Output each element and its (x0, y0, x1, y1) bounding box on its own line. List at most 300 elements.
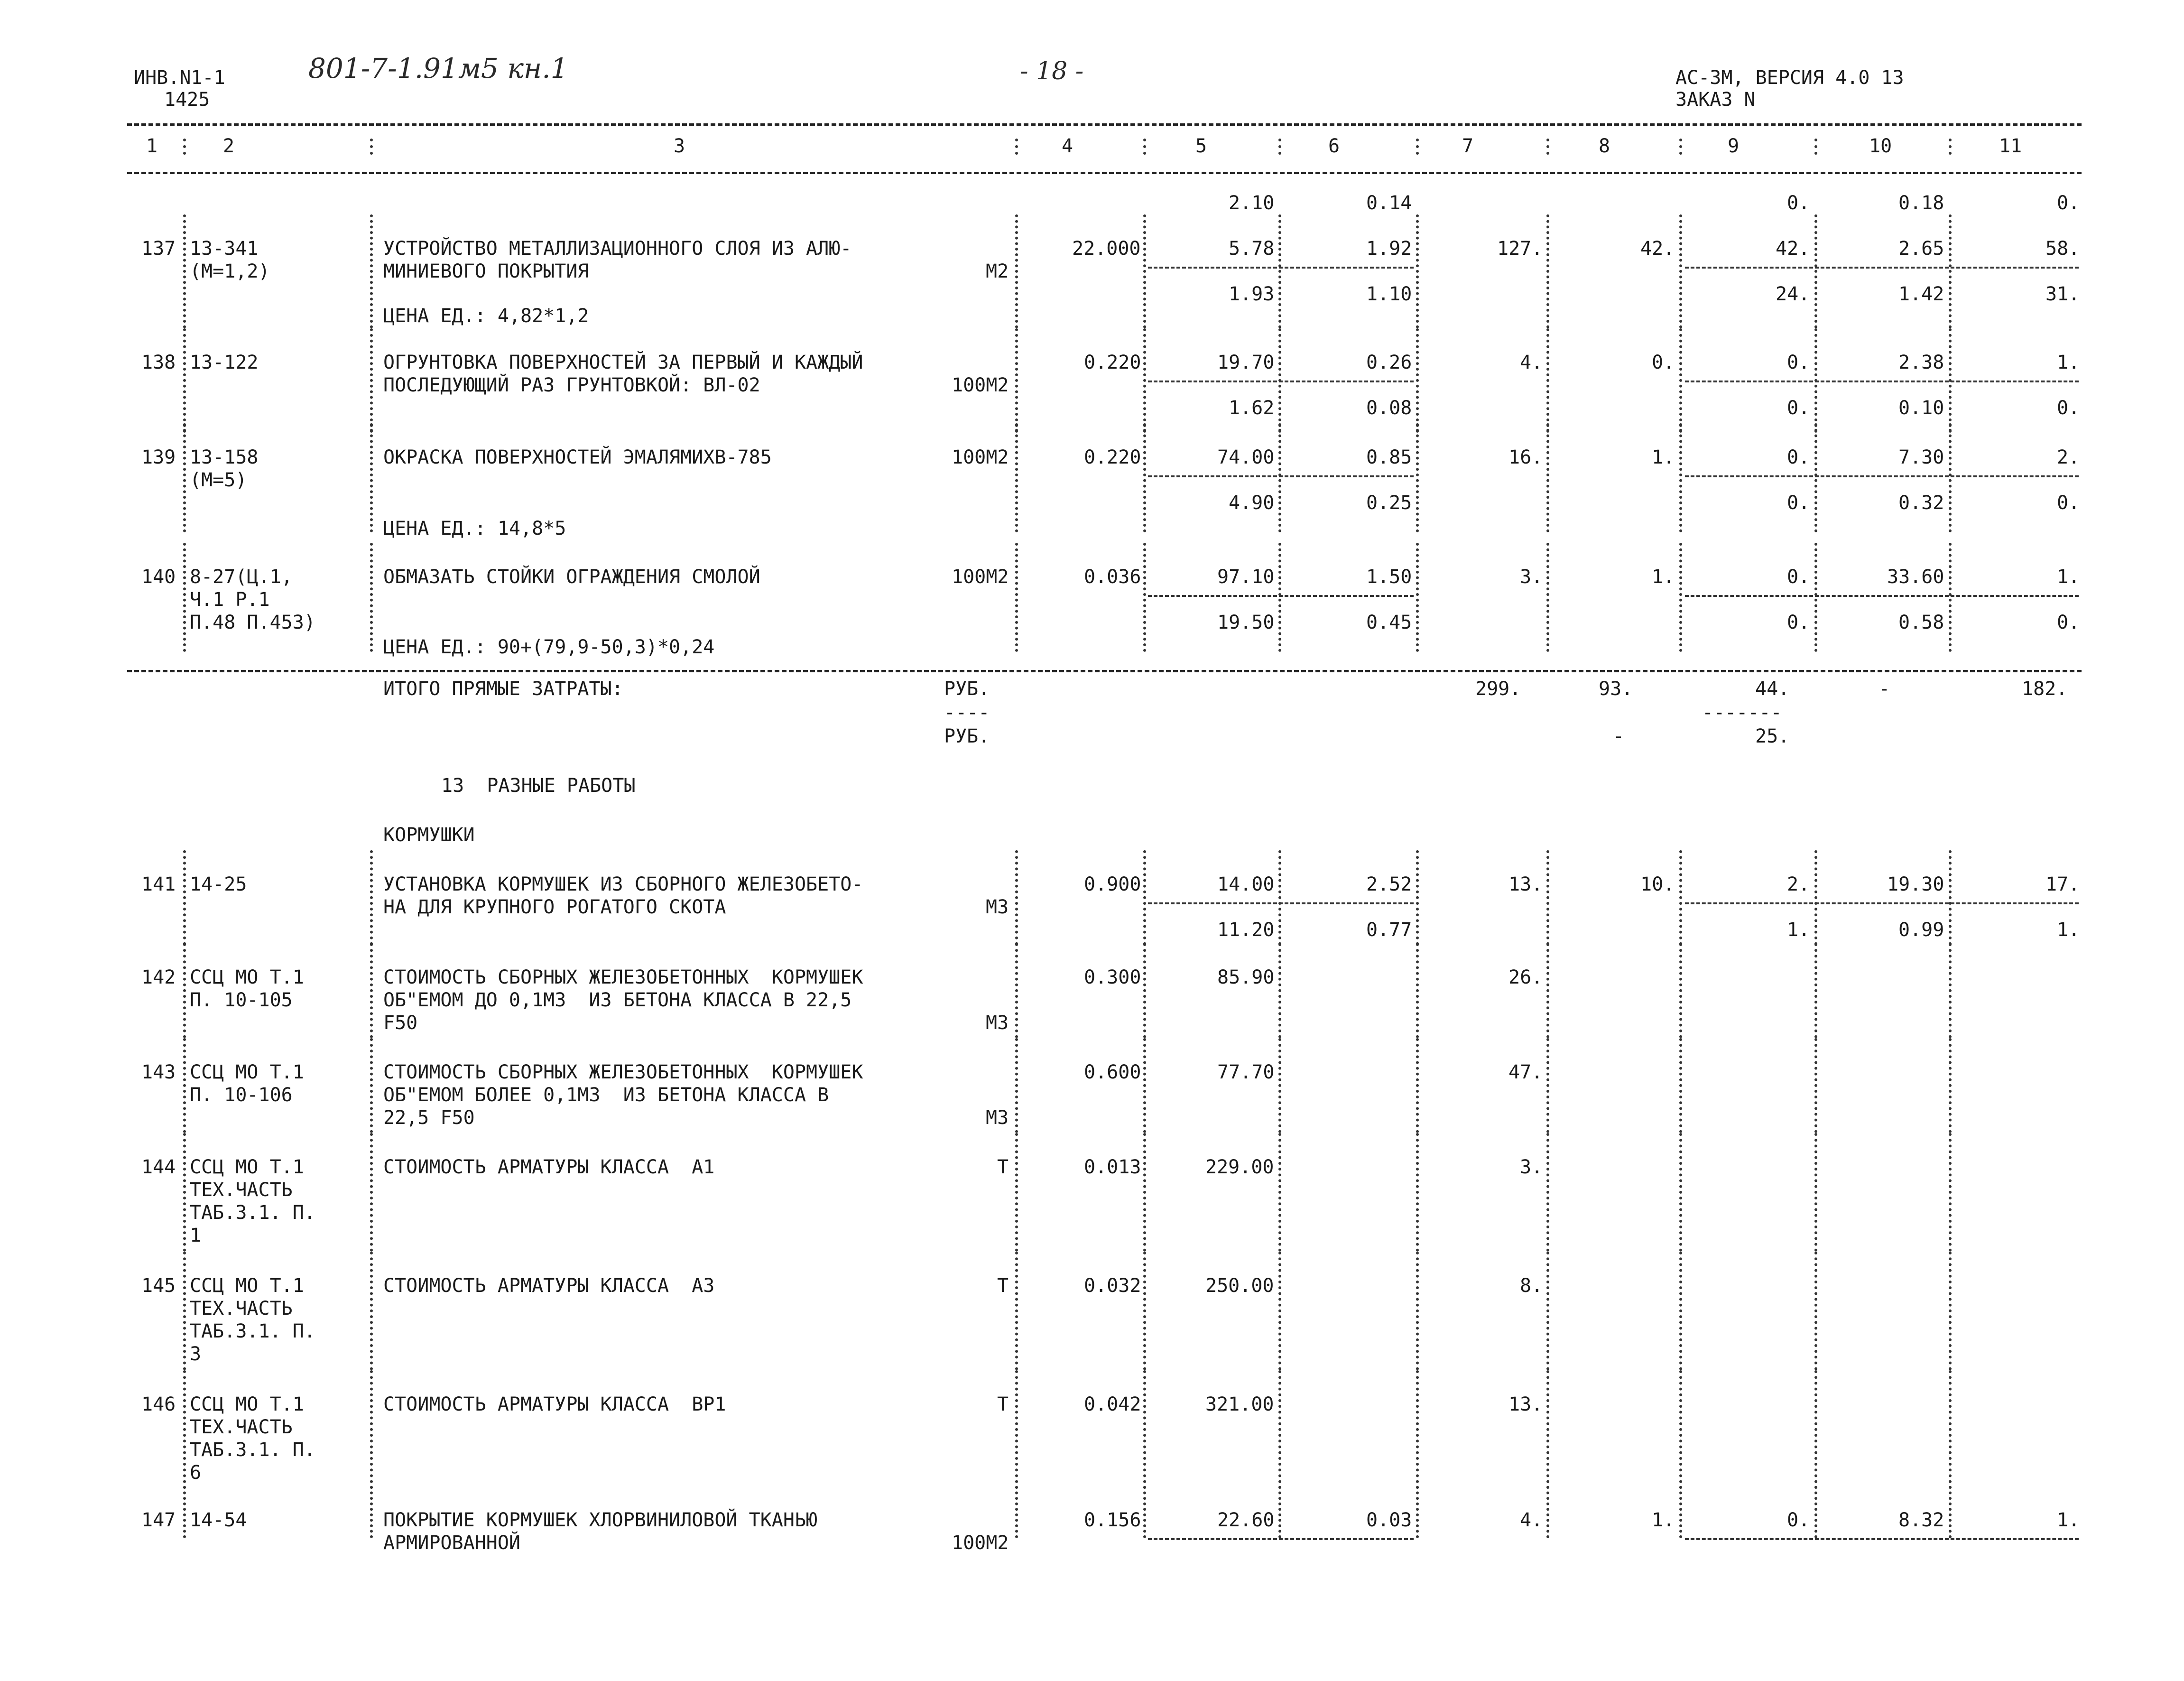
row-value-c5: 1.62 (1229, 397, 1275, 419)
row-value-c9: 0. (1787, 492, 1810, 514)
row-column-separator (1015, 423, 1018, 532)
row-value-c7: 3. (1520, 1156, 1543, 1178)
row-unit-price: ЦЕНА ЕД.: 90+(79,9-50,3)*0,24 (383, 636, 715, 658)
row-number: 147 (141, 1509, 176, 1531)
row-description: ОБ"ЕМОМ ДО 0,1М3 ИЗ БЕТОНА КЛАССА В 22,5 (383, 989, 852, 1011)
column-header-7: 7 (1462, 135, 1474, 157)
row-value-c10: 0.18 (1898, 192, 1944, 214)
column-header-1: 1 (146, 135, 158, 157)
row-column-separator (1015, 1133, 1018, 1252)
section-title: 13 РАЗНЫЕ РАБОТЫ (441, 775, 636, 797)
row-rate-code: ССЦ МО Т.1 (190, 1156, 304, 1178)
row-column-separator (1278, 1370, 1281, 1489)
row-value-c8: 1. (1652, 446, 1675, 468)
row-column-separator (1949, 943, 1952, 1038)
row-column-separator (1416, 214, 1419, 328)
row-quantity: 0.900 (1084, 873, 1141, 895)
row-value-c6: 0.14 (1366, 192, 1412, 214)
row-value-c8: 0. (1652, 352, 1675, 373)
row-value-c5: 19.70 (1217, 352, 1275, 373)
totals-unit-secondary: РУБ. (944, 725, 990, 747)
row-rate-code: 14-25 (190, 873, 247, 895)
row-description: ОГРУНТОВКА ПОВЕРХНОСТЕЙ ЗА ПЕРВЫЙ И КАЖДЫЙ (383, 352, 863, 373)
row-column-separator (183, 1370, 186, 1489)
row-column-separator (1143, 423, 1146, 532)
row-value-c6: 0.25 (1366, 492, 1412, 514)
row-value-c7: 47. (1508, 1061, 1543, 1083)
row-quantity: 0.032 (1084, 1275, 1141, 1297)
row-column-separator (1814, 1370, 1817, 1489)
row-rate-code: 13-158 (190, 446, 259, 468)
row-column-separator (1416, 1133, 1419, 1252)
row-value-c9: 42. (1776, 238, 1810, 260)
row-description: ПОСЛЕДУЮЩИЙ РАЗ ГРУНТОВКОЙ: ВЛ-02 (383, 374, 760, 396)
row-value-c5: 97.10 (1217, 566, 1275, 588)
row-unit: М3 (986, 1012, 1009, 1034)
row-column-separator (370, 1038, 373, 1133)
row-value-c10: 0.10 (1898, 397, 1944, 419)
row-rate-code: ССЦ МО Т.1 (190, 1393, 304, 1415)
row-number: 142 (141, 966, 176, 988)
row-value-c11: 2. (2057, 446, 2080, 468)
row-value-c7: 13. (1508, 1393, 1543, 1415)
row-column-separator (1143, 1486, 1146, 1538)
row-column-separator (1416, 328, 1419, 433)
row-number: 144 (141, 1156, 176, 1178)
row-number: 146 (141, 1393, 176, 1415)
row-column-separator (1143, 1133, 1146, 1252)
column-separator-6 (1416, 139, 1419, 155)
row-sub-divider (1685, 381, 2079, 382)
row-value-c5: 77.70 (1217, 1061, 1275, 1083)
row-column-separator (1679, 543, 1682, 652)
row-value-c8: 10. (1640, 873, 1675, 895)
row-rate-code: П. 10-105 (190, 989, 293, 1011)
row-value-c10: 7.30 (1898, 446, 1944, 468)
totals-col9-secondary: 25. (1755, 725, 1790, 747)
row-value-c10: 0.32 (1898, 492, 1944, 514)
row-column-separator (1015, 1038, 1018, 1133)
row-sub-divider (1148, 475, 1414, 477)
row-number: 143 (141, 1061, 176, 1083)
row-description: ПОКРЫТИЕ КОРМУШЕК ХЛОРВИНИЛОВОЙ ТКАНЬЮ (383, 1509, 818, 1531)
row-sub-divider (1148, 381, 1414, 382)
totals-col11: 182. (2022, 678, 2068, 700)
row-description: 22,5 F50 (383, 1107, 475, 1129)
row-column-separator (1015, 1252, 1018, 1370)
row-value-c5: 250.00 (1205, 1275, 1274, 1297)
row-column-separator (1546, 543, 1549, 652)
column-header-6: 6 (1328, 135, 1340, 157)
row-rate-code: ТЕХ.ЧАСТЬ (190, 1179, 293, 1201)
row-column-separator (1814, 214, 1817, 328)
row-column-separator (183, 423, 186, 532)
row-value-c11: 17. (2045, 873, 2080, 895)
row-value-c6: 2.52 (1366, 873, 1412, 895)
row-description: УСТРОЙСТВО МЕТАЛЛИЗАЦИОННОГО СЛОЯ ИЗ АЛЮ- (383, 238, 852, 260)
row-column-separator (183, 943, 186, 1038)
row-unit: 100М2 (952, 566, 1009, 588)
row-description: СТОИМОСТЬ СБОРНЫХ ЖЕЛЕЗОБЕТОННЫХ КОРМУШЕК (383, 1061, 863, 1083)
row-value-c9: 0. (1787, 446, 1810, 468)
row-column-separator (1015, 1486, 1018, 1538)
row-column-separator (183, 1486, 186, 1538)
row-value-c9: 2. (1787, 873, 1810, 895)
row-value-c5: 4.90 (1229, 492, 1275, 514)
row-column-separator (1015, 1370, 1018, 1489)
row-value-c11: 0. (2057, 397, 2080, 419)
row-column-separator (1416, 850, 1419, 945)
row-column-separator (183, 214, 186, 328)
column-header-11: 11 (1999, 135, 2022, 157)
row-value-c5: 85.90 (1217, 966, 1275, 988)
row-column-separator (1546, 1370, 1549, 1489)
row-column-separator (183, 543, 186, 652)
totals-col9-dashes: ------- (1702, 702, 1782, 724)
row-value-c6: 0.03 (1366, 1509, 1412, 1531)
row-value-c8: 1. (1652, 1509, 1675, 1531)
row-rate-code: Ч.1 Р.1 (190, 589, 270, 611)
row-description: УСТАНОВКА КОРМУШЕК ИЗ СБОРНОГО ЖЕЛЕЗОБЕТО- (383, 873, 863, 895)
row-column-separator (1679, 1133, 1682, 1252)
row-number: 138 (141, 352, 176, 373)
row-column-separator (183, 1252, 186, 1370)
row-column-separator (1015, 943, 1018, 1038)
row-column-separator (1416, 1486, 1419, 1538)
column-separator-3 (1015, 139, 1018, 155)
row-description: F50 (383, 1012, 418, 1034)
row-column-separator (1814, 1038, 1817, 1133)
column-header-10: 10 (1869, 135, 1892, 157)
row-column-separator (1814, 423, 1817, 532)
row-unit-price: ЦЕНА ЕД.: 4,82*1,2 (383, 305, 589, 327)
row-quantity: 22.000 (1072, 238, 1141, 260)
row-value-c11: 1. (2057, 566, 2080, 588)
row-column-separator (1143, 1038, 1146, 1133)
row-column-separator (1949, 423, 1952, 532)
row-sub-divider (1148, 902, 1414, 904)
row-column-separator (183, 1038, 186, 1133)
row-column-separator (1278, 214, 1281, 328)
totals-col7: 299. (1475, 678, 1521, 700)
inventory-number: 1425 (164, 89, 210, 111)
row-column-separator (1949, 850, 1952, 945)
row-rate-code: (M=1,2) (190, 260, 270, 282)
row-value-c10: 33.60 (1887, 566, 1944, 588)
row-column-separator (1679, 214, 1682, 328)
row-column-separator (1949, 214, 1952, 328)
row-value-c11: 0. (2057, 492, 2080, 514)
row-column-separator (370, 943, 373, 1038)
row-unit: М3 (986, 1107, 1009, 1129)
row-value-c10: 8.32 (1898, 1509, 1944, 1531)
row-value-c10: 19.30 (1887, 873, 1944, 895)
order-label: ЗАКАЗ N (1675, 89, 1756, 111)
row-column-separator (1814, 1486, 1817, 1538)
row-description: АРМИРОВАННОЙ (383, 1532, 520, 1554)
row-column-separator (1949, 543, 1952, 652)
row-value-c7: 4. (1520, 352, 1543, 373)
row-column-separator (1679, 850, 1682, 945)
row-column-separator (1416, 423, 1419, 532)
row-sub-divider (1685, 902, 2079, 904)
row-quantity: 0.300 (1084, 966, 1141, 988)
row-rate-code: ТАБ.3.1. П. (190, 1202, 315, 1224)
row-value-c6: 0.08 (1366, 397, 1412, 419)
handwritten-doc-code: 801-7-1.91м5 кн.1 (308, 52, 568, 84)
column-header-3: 3 (674, 135, 685, 157)
row-column-separator (1416, 1370, 1419, 1489)
row-quantity: 0.156 (1084, 1509, 1141, 1531)
row-column-separator (1679, 1252, 1682, 1370)
row-sub-divider (1685, 267, 2079, 269)
row-unit: 100М2 (952, 1532, 1009, 1554)
row-value-c9: 0. (1787, 192, 1810, 214)
row-column-separator (1679, 943, 1682, 1038)
row-column-separator (1949, 1486, 1952, 1538)
row-column-separator (1546, 328, 1549, 433)
row-value-c6: 1.10 (1366, 283, 1412, 305)
row-column-separator (1143, 1370, 1146, 1489)
row-column-separator (1546, 1252, 1549, 1370)
row-unit: 100М2 (952, 446, 1009, 468)
row-column-separator (1546, 1133, 1549, 1252)
row-rate-code: 3 (190, 1343, 202, 1365)
row-column-separator (1416, 543, 1419, 652)
row-value-c10: 1.42 (1898, 283, 1944, 305)
row-unit: Т (997, 1275, 1009, 1297)
row-value-c10: 2.65 (1898, 238, 1944, 260)
row-quantity: 0.600 (1084, 1061, 1141, 1083)
row-number: 140 (141, 566, 176, 588)
column-separator-7 (1546, 139, 1549, 155)
row-value-c5: 14.00 (1217, 873, 1275, 895)
row-value-c9: 0. (1787, 352, 1810, 373)
row-value-c8: 1. (1652, 566, 1675, 588)
column-separator-1 (183, 139, 186, 155)
row-column-separator (1679, 1486, 1682, 1538)
row-column-separator (370, 423, 373, 532)
row-value-c8: 42. (1640, 238, 1675, 260)
row-column-separator (1278, 1133, 1281, 1252)
column-separator-10 (1949, 139, 1952, 155)
row-description: ОКРАСКА ПОВЕРХНОСТЕЙ ЭМАЛЯМИХВ-785 (383, 446, 772, 468)
column-separator-8 (1679, 139, 1682, 155)
row-column-separator (1015, 328, 1018, 433)
header-bottom-rule (127, 172, 2082, 174)
row-value-c9: 0. (1787, 566, 1810, 588)
row-quantity: 0.036 (1084, 566, 1141, 588)
row-value-c7: 16. (1508, 446, 1543, 468)
row-rate-code: 1 (190, 1225, 202, 1246)
totals-col8: 93. (1599, 678, 1633, 700)
row-column-separator (1278, 1252, 1281, 1370)
row-value-c7: 13. (1508, 873, 1543, 895)
row-rate-code: ТЕХ.ЧАСТЬ (190, 1298, 293, 1319)
row-value-c5: 1.93 (1229, 283, 1275, 305)
row-column-separator (370, 1486, 373, 1538)
row-column-separator (370, 543, 373, 652)
row-column-separator (370, 1252, 373, 1370)
row-quantity: 0.220 (1084, 352, 1141, 373)
row-description: СТОИМОСТЬ АРМАТУРЫ КЛАССА А3 (383, 1275, 715, 1297)
row-description: МИНИЕВОГО ПОКРЫТИЯ (383, 260, 589, 282)
row-column-separator (370, 1133, 373, 1252)
row-unit: Т (997, 1393, 1009, 1415)
row-value-c9: 24. (1776, 283, 1810, 305)
row-column-separator (370, 1370, 373, 1489)
row-unit: 100М2 (952, 374, 1009, 396)
row-column-separator (1814, 850, 1817, 945)
row-unit-price: ЦЕНА ЕД.: 14,8*5 (383, 518, 566, 539)
row-number: 141 (141, 873, 176, 895)
row-column-separator (1546, 943, 1549, 1038)
row-unit: М3 (986, 896, 1009, 918)
row-value-c9: 0. (1787, 397, 1810, 419)
row-column-separator (1679, 423, 1682, 532)
row-value-c10: 0.58 (1898, 612, 1944, 633)
column-header-9: 9 (1728, 135, 1740, 157)
row-column-separator (1546, 214, 1549, 328)
row-column-separator (1814, 1252, 1817, 1370)
totals-label: ИТОГО ПРЯМЫЕ ЗАТРАТЫ: (383, 678, 623, 700)
row-description: ОБ"ЕМОМ БОЛЕЕ 0,1М3 ИЗ БЕТОНА КЛАССА В (383, 1084, 829, 1106)
row-description: ОБМАЗАТЬ СТОЙКИ ОГРАЖДЕНИЯ СМОЛОЙ (383, 566, 760, 588)
row-value-c9: 0. (1787, 1509, 1810, 1531)
row-value-c9: 1. (1787, 919, 1810, 941)
row-column-separator (1015, 543, 1018, 652)
row-value-c9: 0. (1787, 612, 1810, 633)
row-rate-code: (M=5) (190, 469, 247, 491)
row-sub-divider (1148, 267, 1414, 269)
inventory-label: ИНВ.N1-1 (134, 67, 225, 89)
page-number: - 18 - (1020, 57, 1084, 85)
row-value-c10: 0.99 (1898, 919, 1944, 941)
row-column-separator (1546, 1486, 1549, 1538)
row-column-separator (1814, 1133, 1817, 1252)
header-top-rule (127, 123, 2082, 126)
program-version: АС-3М, ВЕРСИЯ 4.0 13 (1675, 67, 1904, 89)
row-column-separator (370, 850, 373, 945)
row-sub-divider (1685, 1538, 2079, 1540)
row-rate-code: ССЦ МО Т.1 (190, 1275, 304, 1297)
row-column-separator (1949, 1370, 1952, 1489)
row-value-c6: 1.50 (1366, 566, 1412, 588)
row-column-separator (1416, 1252, 1419, 1370)
row-column-separator (1015, 850, 1018, 945)
row-value-c6: 0.26 (1366, 352, 1412, 373)
column-separator-2 (370, 139, 373, 155)
row-rate-code: П.48 П.453) (190, 612, 315, 633)
row-column-separator (1278, 943, 1281, 1038)
row-column-separator (1278, 543, 1281, 652)
row-value-c11: 1. (2057, 1509, 2080, 1531)
totals-dashes: ---- (944, 702, 990, 724)
row-column-separator (1143, 328, 1146, 433)
row-value-c5: 321.00 (1205, 1393, 1274, 1415)
row-rate-code: ТЕХ.ЧАСТЬ (190, 1416, 293, 1438)
row-number: 145 (141, 1275, 176, 1297)
row-value-c5: 74.00 (1217, 446, 1275, 468)
row-unit: М2 (986, 260, 1009, 282)
column-separator-5 (1278, 139, 1281, 155)
row-column-separator (183, 850, 186, 945)
row-rate-code: ТАБ.3.1. П. (190, 1320, 315, 1342)
row-column-separator (370, 214, 373, 328)
row-rate-code: 6 (190, 1462, 202, 1484)
row-value-c6: 1.92 (1366, 238, 1412, 260)
row-value-c6: 0.77 (1366, 919, 1412, 941)
row-value-c7: 127. (1497, 238, 1543, 260)
row-column-separator (1143, 543, 1146, 652)
row-column-separator (183, 1133, 186, 1252)
row-value-c11: 31. (2045, 283, 2080, 305)
row-value-c11: 0. (2057, 612, 2080, 633)
row-rate-code: ССЦ МО Т.1 (190, 966, 304, 988)
row-description: СТОИМОСТЬ АРМАТУРЫ КЛАССА А1 (383, 1156, 715, 1178)
row-column-separator (1143, 943, 1146, 1038)
section-subtitle: КОРМУШКИ (383, 824, 475, 846)
row-rate-code: 13-341 (190, 238, 259, 260)
row-quantity: 0.042 (1084, 1393, 1141, 1415)
row-description: СТОИМОСТЬ СБОРНЫХ ЖЕЛЕЗОБЕТОННЫХ КОРМУШЕК (383, 966, 863, 988)
row-value-c11: 0. (2057, 192, 2080, 214)
row-column-separator (1679, 1370, 1682, 1489)
row-column-separator (1416, 1038, 1419, 1133)
row-sub-divider (1685, 595, 2079, 597)
column-header-4: 4 (1062, 135, 1073, 157)
row-column-separator (1679, 1038, 1682, 1133)
row-rate-code: 8-27(Ц.1, (190, 566, 293, 588)
row-unit: Т (997, 1156, 1009, 1178)
row-column-separator (1143, 850, 1146, 945)
totals-col10: - (1879, 678, 1890, 700)
row-column-separator (1278, 1038, 1281, 1133)
column-header-2: 2 (223, 135, 235, 157)
row-value-c6: 0.45 (1366, 612, 1412, 633)
column-separator-9 (1814, 139, 1817, 155)
column-header-5: 5 (1195, 135, 1207, 157)
row-value-c11: 58. (2045, 238, 2080, 260)
row-column-separator (183, 328, 186, 433)
row-column-separator (1015, 214, 1018, 328)
row-column-separator (1278, 1486, 1281, 1538)
row-sub-divider (1148, 595, 1414, 597)
row-column-separator (1143, 1252, 1146, 1370)
row-rate-code: 13-122 (190, 352, 259, 373)
row-value-c5: 229.00 (1205, 1156, 1274, 1178)
row-column-separator (1143, 214, 1146, 328)
row-number: 137 (141, 238, 176, 260)
row-value-c7: 8. (1520, 1275, 1543, 1297)
row-column-separator (1278, 423, 1281, 532)
row-quantity: 0.220 (1084, 446, 1141, 468)
row-column-separator (1679, 328, 1682, 433)
row-sub-divider (1148, 1538, 1414, 1540)
row-column-separator (370, 328, 373, 433)
table-bottom-rule (127, 670, 2082, 672)
row-column-separator (1546, 423, 1549, 532)
totals-col9: 44. (1755, 678, 1790, 700)
row-sub-divider (1685, 475, 2079, 477)
row-column-separator (1416, 943, 1419, 1038)
row-value-c11: 1. (2057, 919, 2080, 941)
row-column-separator (1546, 850, 1549, 945)
row-rate-code: ТАБ.3.1. П. (190, 1439, 315, 1461)
column-header-8: 8 (1599, 135, 1610, 157)
row-value-c5: 22.60 (1217, 1509, 1275, 1531)
row-rate-code: ССЦ МО Т.1 (190, 1061, 304, 1083)
